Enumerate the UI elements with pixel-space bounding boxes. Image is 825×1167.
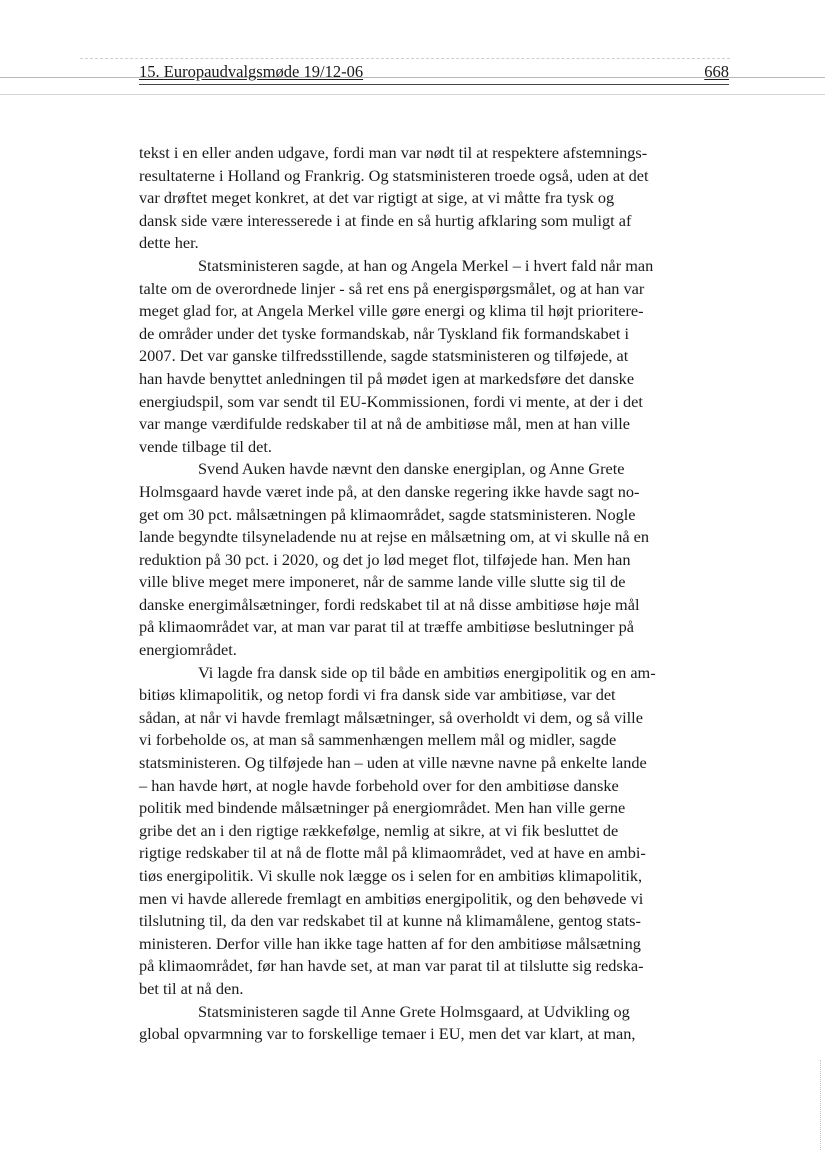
meeting-title: 15. Europaudvalgsmøde 19/12-06 [139, 62, 364, 81]
text-line: – han havde hørt, at nogle havde forbehold over for den ambitiøse danske [139, 775, 619, 795]
text-line: bet til at nå den. [139, 978, 244, 998]
text-line: 2007. Det var ganske tilfredsstillende, sagde statsministeren og tilføjede, at [139, 346, 629, 366]
text-line: på klimaområdet, før han havde set, at man var parat til at tilslutte sig redska- [139, 956, 644, 976]
text-line: reduktion på 30 pct. i 2020, og det jo lød meget flot, tilføjede han. Men han [139, 549, 631, 569]
text-line: ministeren. Derfor ville han ikke tage hatten af for den ambitiøse målsætning [139, 933, 641, 953]
text-line: dette her. [139, 233, 199, 253]
scan-artifact-line [80, 58, 730, 59]
text-line: de områder under det tyske formandskab, når Tyskland fik formandskabet i [139, 323, 630, 343]
text-line: talte om de overordnede linjer - så ret ens på energispørgsmålet, og at han var [139, 278, 645, 298]
text-line: tekst i en eller anden udgave, fordi man var nødt til at respektere afstemnings- [139, 143, 648, 162]
text-line: tilslutning til, da den var redskabet til at kunne nå klimamålene, gentog stats- [139, 911, 641, 931]
text-line: var mange værdifulde redskaber til at nå de ambitiøse mål, men at han ville [139, 414, 630, 434]
text-line: energiudspil, som var sendt til EU-Kommissionen, fordi vi mente, at der i det [139, 391, 643, 411]
paragraph-first-line: Statsministeren sagde til Anne Grete Holmsgaard, at Udvikling og [198, 1001, 630, 1021]
text-line: gribe det an i den rigtige rækkefølge, nemlig at sikre, at vi fik besluttet de [139, 820, 619, 840]
text-line: sådan, at når vi havde fremlagt målsætninger, så overholdt vi dem, og så ville [139, 707, 643, 727]
scan-artifact-rule-lower [0, 94, 825, 95]
text-line: vi forbeholde os, at man så sammenhængen mellem mål og midler, sagde [139, 730, 617, 750]
page-number: 668 [704, 62, 729, 81]
text-line: energiområdet. [139, 640, 237, 660]
scan-edge-artifact [820, 1060, 823, 1150]
text-line: dansk side være interesserede i at finde en så hurtig afklaring som muligt af [139, 210, 632, 230]
text-line: get om 30 pct. målsætningen på klimaområdet, sagde statsministeren. Nogle [139, 504, 636, 524]
text-line: politik med bindende målsætninger på energiområdet. Men han ville gerne [139, 798, 626, 818]
paragraph-first-line: Svend Auken havde nævnt den danske energiplan, og Anne Grete [198, 459, 625, 479]
text-line: global opvarmning var to forskellige temaer i EU, men det var klart, at man, [139, 1024, 636, 1044]
text-line: danske energimålsætninger, fordi redskabet til at nå disse ambitiøse høje mål [139, 594, 640, 614]
body-text [139, 142, 739, 1046]
paragraph-first-line: Statsministeren sagde, at han og Angela Merkel – i hvert fald når man [198, 255, 654, 275]
text-line: lande begyndte tilsyneladende nu at rejse en målsætning om, at vi skulle nå en [139, 527, 650, 547]
text-line: men vi havde allerede fremlagt en ambitiøs energipolitik, og den behøvede vi [139, 888, 644, 908]
text-line: rigtige redskaber til at nå de flotte mål på klimaområdet, ved at have en ambi- [139, 843, 646, 863]
text-line: vende tilbage til det. [139, 436, 272, 456]
header-rule [139, 84, 729, 85]
text-line: meget glad for, at Angela Merkel ville gøre energi og klima til højt prioritere- [139, 301, 644, 321]
text-line: tiøs energipolitik. Vi skulle nok lægge os i selen for en ambitiøs klimapolitik, [139, 866, 643, 885]
text-line: på klimaområdet var, at man var parat til at træffe ambitiøse beslutninger på [139, 617, 635, 637]
text-line: var drøftet meget konkret, at det var rigtigt at sige, at vi måtte fra tysk og [139, 188, 615, 208]
paragraph-first-line: Vi lagde fra dansk side op til både en ambitiøs energipolitik og en am- [198, 662, 656, 682]
text-line: bitiøs klimapolitik, og netop fordi vi fra dansk side var ambitiøse, var det [139, 685, 616, 705]
text-line: statsministeren. Og tilføjede han – uden at ville nævne navne på enkelte lande [139, 753, 647, 773]
text-line: Holmsgaard havde været inde på, at den danske regering ikke havde sagt no- [139, 481, 640, 501]
text-line: resultaterne i Holland og Frankrig. Og statsministeren troede også, uden at det [139, 165, 649, 185]
text-line: han havde benyttet anledningen til på mødet igen at markedsføre det danske [139, 368, 635, 388]
text-line: ville blive meget mere imponeret, når de samme lande ville slutte sig til de [139, 572, 626, 592]
page-header [139, 62, 729, 82]
